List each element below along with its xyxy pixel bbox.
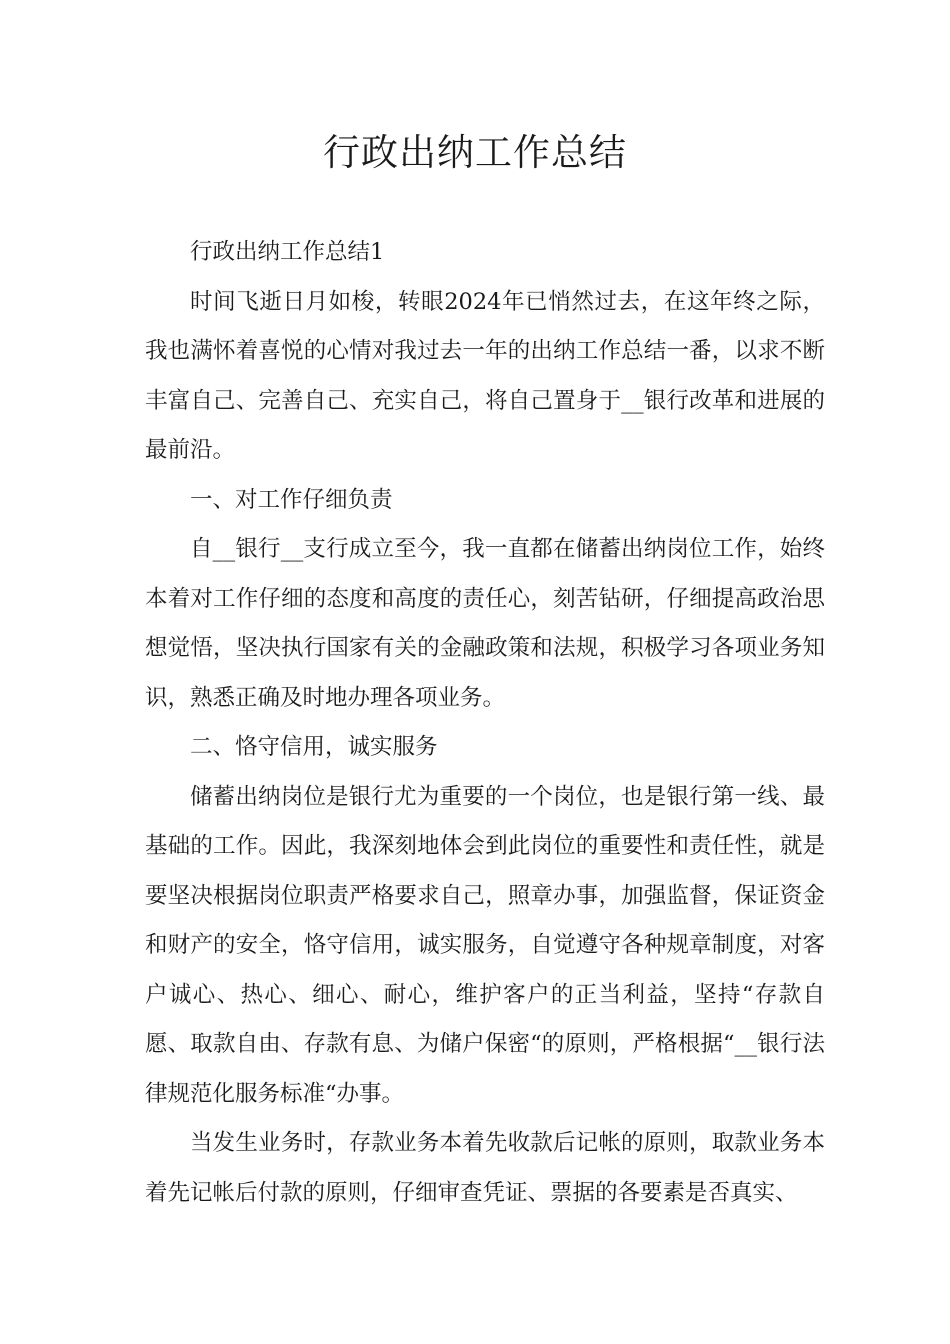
section-heading-summary-1: 行政出纳工作总结1 bbox=[190, 239, 385, 265]
business-procedure-paragraph: 当发生业务时，存款业务本着先收款后记帐的原则，取款业务本着先记帐后付款的原则，仔细审查凭证、票据的各要素是否真实、 bbox=[145, 1130, 825, 1206]
intro-paragraph: 时间飞逝日月如梭，转眼2024年已悄然过去，在这年终之际，我也满怀着喜悦的心情对我过去一年的出纳工作总结一番，以求不断丰富自己、完善自己、充实自己，将自己置身于__银行改革和进展的最前沿。 bbox=[145, 288, 825, 463]
section-heading-responsibility: 一、对工作仔细负责 bbox=[190, 486, 393, 513]
document-body bbox=[145, 228, 825, 1218]
integrity-paragraph: 储蓄出纳岗位是银行尤为重要的一个岗位，也是银行第一线、最基础的工作。因此，我深刻地体会到此岗位的重要性和责任性，就是要坚决根据岗位职责严格要求自己，照章办事，加强监督，保证资金和财产的安全，恪守信用，诚实服务，自觉遵守各种规章制度，对客户诚心、热心、细心、耐心，维护客户的正当利益，坚持“存款自愿、取款自由、存款有息、为储户保密“的原则，严格根据“__银行法律规范化服务标准“办事。 bbox=[145, 783, 825, 1107]
responsibility-paragraph: 自__银行__支行成立至今，我一直都在储蓄出纳岗位工作，始终本着对工作仔细的态度和高度的责任心，刻苦钻研，仔细提高政治思想觉悟，坚决执行国家有关的金融政策和法规，积极学习各项业务知识，熟悉正确及时地办理各项业务。 bbox=[145, 536, 825, 711]
section-heading-integrity: 二、恪守信用，诚实服务 bbox=[190, 734, 438, 760]
document-title: 行政出纳工作总结 bbox=[323, 131, 627, 174]
